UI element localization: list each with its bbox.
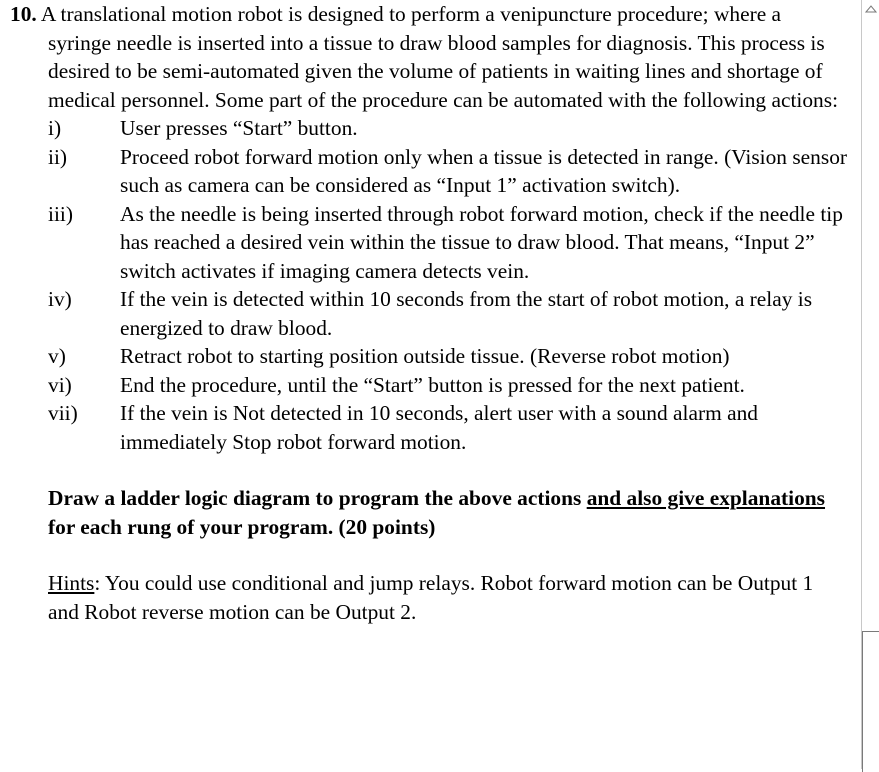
step-text: If the vein is detected within 10 seconds from the start of robot motion, a relay is energized to draw blood. (120, 287, 813, 340)
step-number: ii) (48, 144, 68, 169)
list-item (10, 342, 848, 371)
step-number: v) (48, 344, 66, 368)
list-item (10, 200, 848, 286)
list-item (10, 114, 848, 143)
scrollbar-thumb[interactable] (862, 631, 879, 772)
step-text: User presses “Start” button. (120, 116, 358, 140)
step-text: End the procedure, until the “Start” button is pressed for the next patient. (120, 372, 745, 397)
step-number: vi) (48, 372, 72, 397)
step-text: If the vein is Not detected in 10 seconds, alert user with a sound alarm and immediately Stop robot forward motion. (120, 401, 758, 454)
question-intro-text: A translational motion robot is designed to perform a venipuncture procedure; where a syringe needle is inserted into a tissue to draw blood samples for diagnosis. This process is desired to be semi-automated given the volume of patients in waiting lines and shortage of medical personnel. Some part of the procedure can be automated with the following actions: (40, 2, 839, 112)
task-text-underlined: and also give explanations (586, 486, 826, 510)
vertical-scrollbar[interactable] (861, 0, 879, 769)
list-item (10, 371, 848, 400)
question-number: 10. (10, 2, 37, 26)
hints-paragraph (48, 569, 848, 626)
task-text-part1: Draw a ladder logic diagram to program the above actions (48, 486, 587, 510)
step-text: Retract robot to starting position outside tissue. (Reverse robot motion) (120, 344, 730, 368)
hints-label: Hints (48, 571, 95, 595)
list-item (10, 143, 848, 200)
task-instruction (48, 484, 848, 541)
step-list (10, 114, 848, 456)
triangle-up-icon (865, 5, 877, 13)
step-number: iii) (48, 201, 73, 226)
scroll-up-button[interactable] (862, 0, 879, 18)
task-text-part2: for each rung of your program. (20 points) (48, 514, 436, 539)
step-text: As the needle is being inserted through robot forward motion, check if the needle tip has reached a desired vein within the tissue to draw blood. That means, “Input 2” switch activates if imaging camera detects vein. (120, 201, 843, 283)
hints-text: : You could use conditional and jump relays. Robot forward motion can be Output 1 and Robot reverse motion can be Output 2. (48, 571, 814, 624)
question-document (10, 0, 848, 626)
step-number: i) (48, 116, 62, 140)
list-item (10, 399, 848, 456)
step-number: vii) (48, 401, 78, 425)
question-intro (10, 0, 848, 114)
step-text: Proceed robot forward motion only when a tissue is detected in range. (Vision sensor such as camera can be considered as “Input 1” activation switch). (120, 144, 848, 197)
step-number: iv) (48, 287, 72, 311)
list-item (10, 285, 848, 342)
